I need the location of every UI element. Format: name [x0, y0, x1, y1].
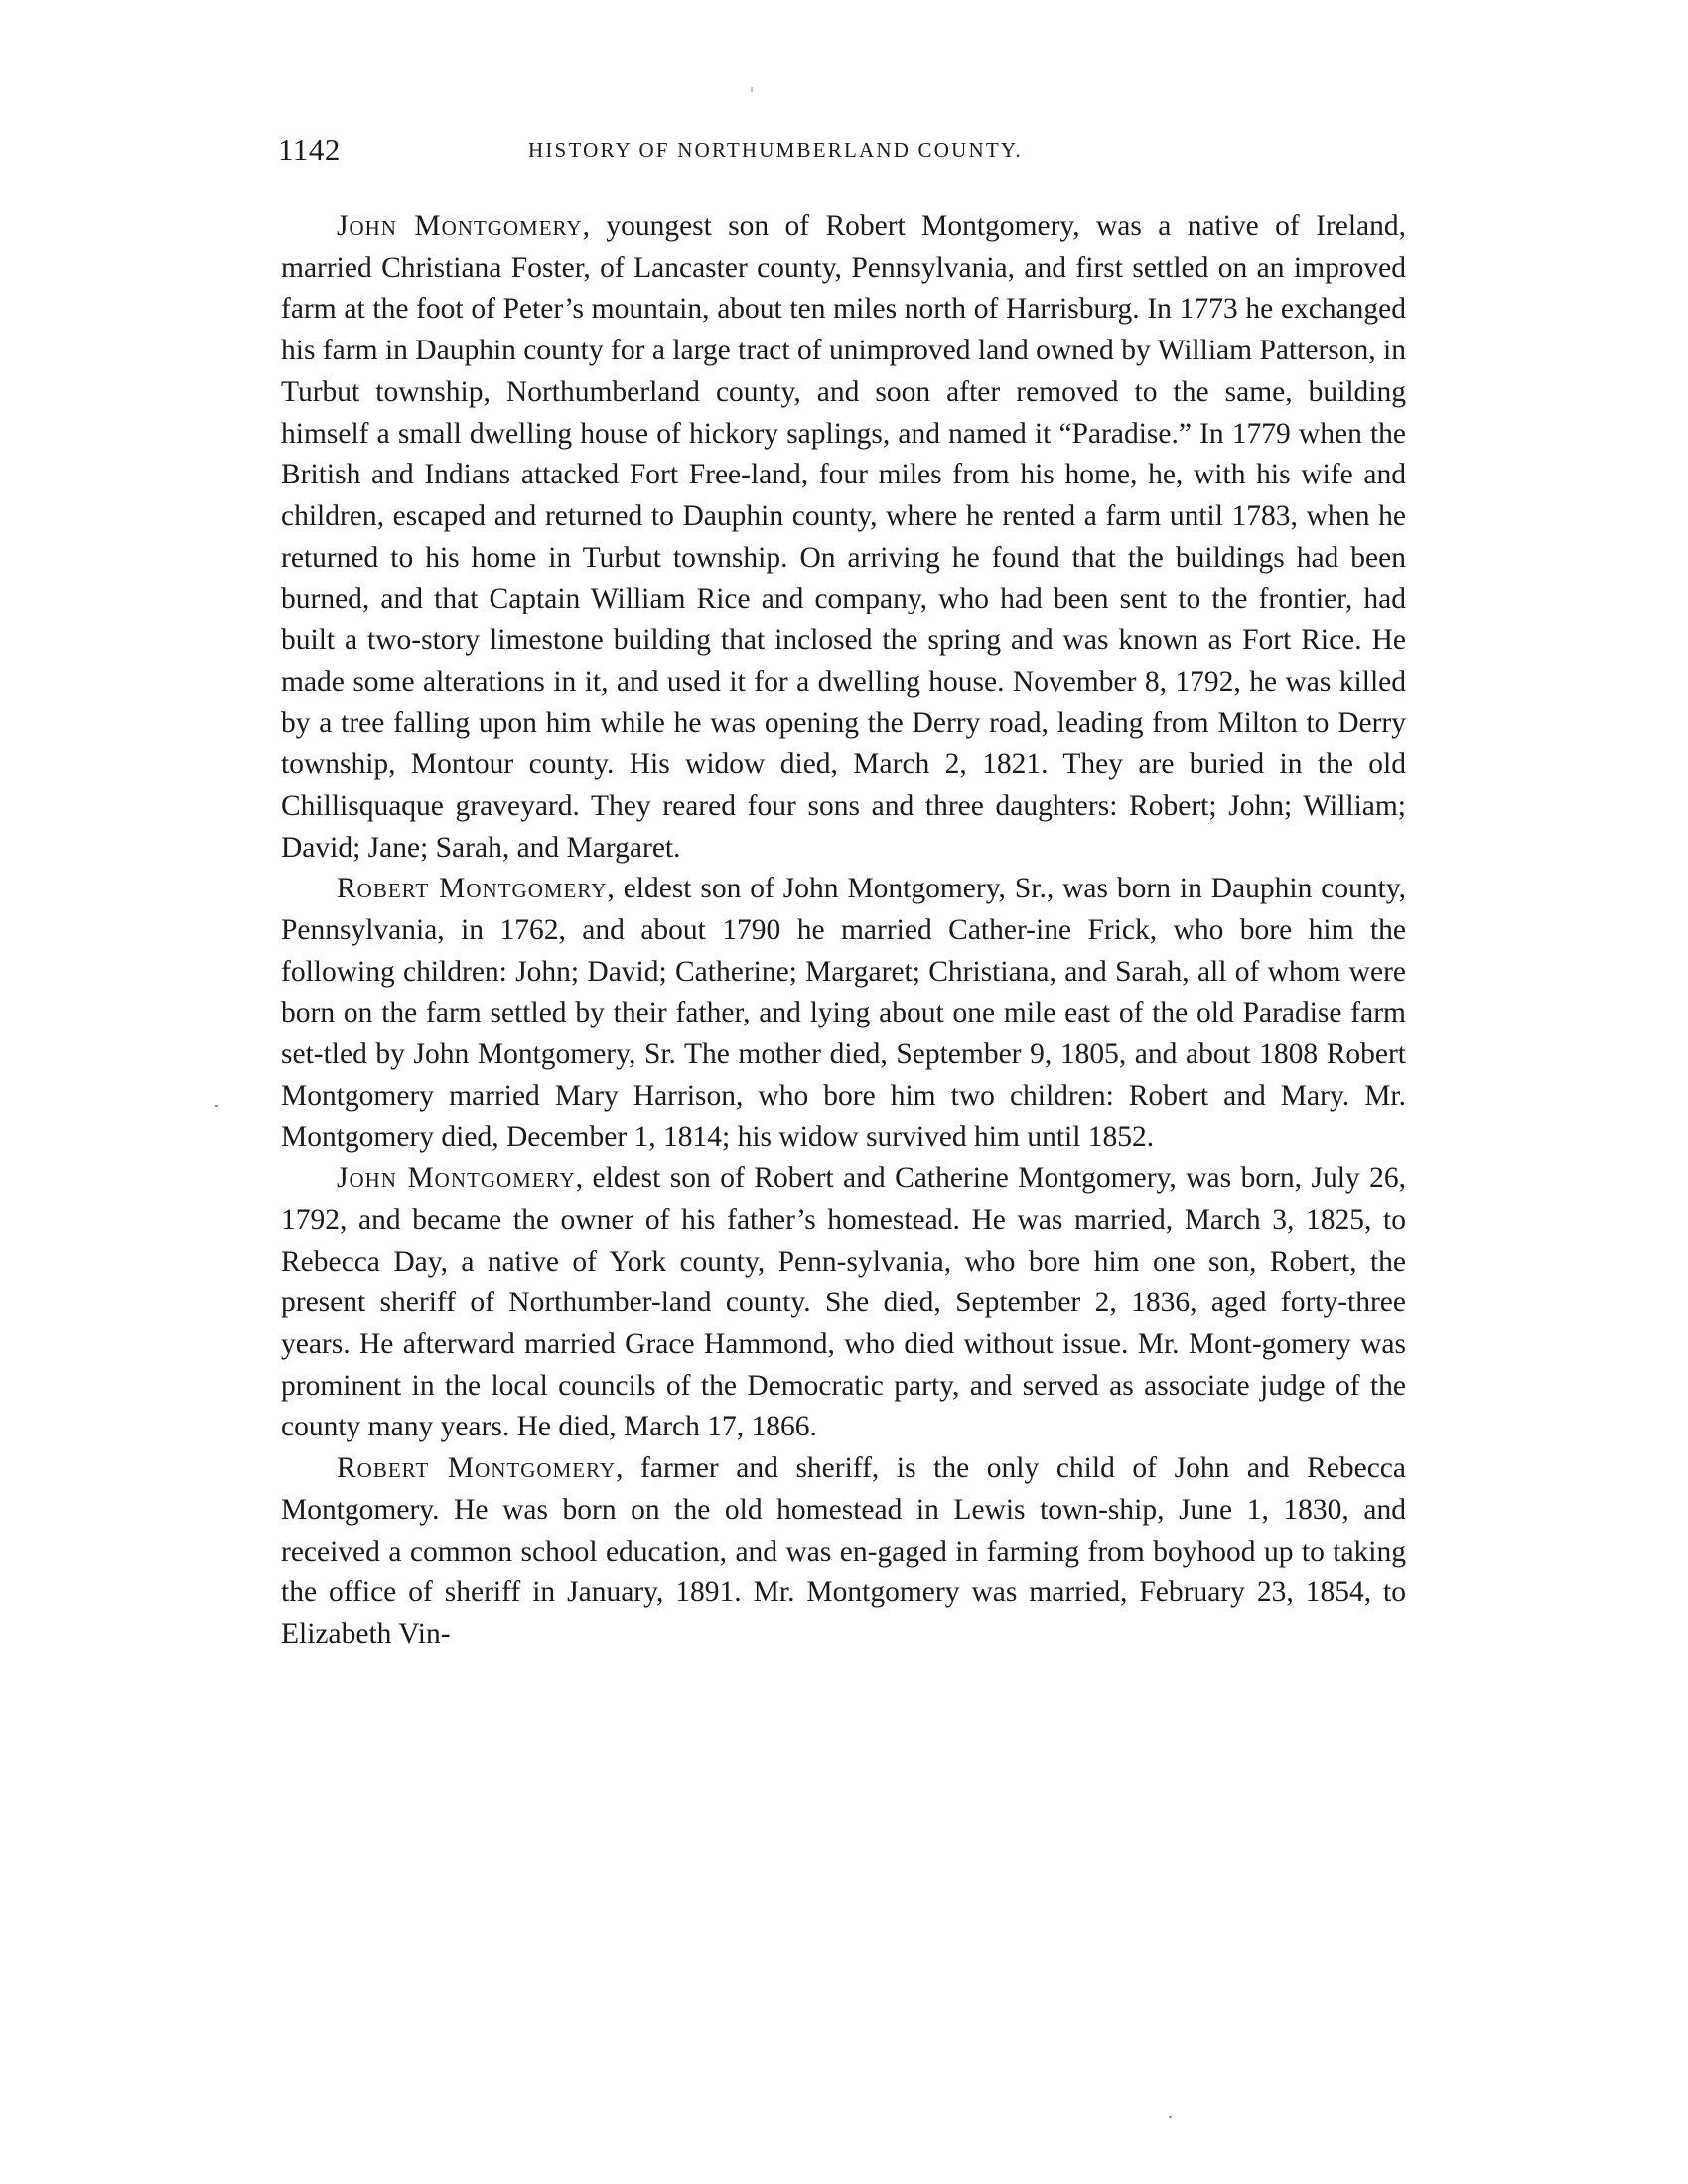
running-head: HISTORY OF NORTHUMBERLAND COUNTY.	[528, 138, 1023, 162]
scan-speck	[215, 1105, 218, 1107]
scan-speck	[751, 87, 753, 92]
subject-name: John Montgomery	[337, 210, 583, 242]
paragraph-john-montgomery-sr	[281, 206, 1406, 869]
body-text	[281, 206, 1406, 1656]
paragraph-robert-montgomery-sheriff	[281, 1448, 1406, 1656]
scan-speck	[1169, 2116, 1172, 2118]
paragraph-text: , farmer and sheriff, is the only child of John and Rebecca Montgomery. He was born on the old homestead in Lewis town-ship, June 1, 1830, and received a common school education, and was en-gaged in farming from boyhood up to taking the office of sheriff in January, 1891. Mr. Montgomery was married, February 23, 1854, to Elizabeth Vin-	[281, 1452, 1406, 1650]
page-header	[278, 132, 1406, 172]
paragraph-text: , eldest son of John Montgomery, Sr., was born in Dauphin county, Pennsylvania, in 1762, and about 1790 he married Cather-ine Frick, who bore him the following children: John; David; Catherine; Margaret; Christiana, and Sarah, all of whom were born on the farm settled by their father, and lying about one mile east of the old Paradise farm set-tled by John Montgomery, Sr. The mother died, September 9, 1805, and about 1808 Robert Montgomery married Mary Harrison, who bore him two children: Robert and Mary. Mr. Montgomery died, December 1, 1814; his widow survived him until 1852.	[281, 873, 1407, 1154]
paragraph-robert-montgomery-elder	[281, 869, 1406, 1159]
subject-name: Robert Montgomery	[337, 1452, 617, 1485]
paragraph-text: , youngest son of Robert Montgomery, was a native of Ireland, married Christiana Foster, of Lancaster county, Pennsylvania, and first settled on an improved farm at the foot of Peter’s mountain, about ten miles north of Harrisburg. In 1773 he exchanged his farm in Dauphin county for a large tract of unimproved land owned by William Patterson, in Turbut township, Northumberland county, and soon after removed to the same, building himself a small dwelling house of hickory saplings, and named it “Paradise.” In 1779 when the British and Indians attacked Fort Free-land, four miles from his home, he, with his wife and children, escaped and returned to Dauphin county, where he rented a farm until 1783, when he returned to his home in Turbut township. On arriving he found that the buildings had been burned, and that Captain William Rice and company, who had been sent to the frontier, had built a two-story limestone building that inclosed the spring and was known as Fort Rice. He made some alterations in it, and used it for a dwelling house. November 8, 1792, he was killed by a tree falling upon him while he was opening the Derry road, leading from Milton to Derry township, Montour county. His widow died, March 2, 1821. They are buried in the old Chillisquaque graveyard. They reared four sons and three daughters: Robert; John; William; David; Jane; Sarah, and Margaret.	[281, 210, 1406, 864]
subject-name: John Montgomery	[337, 1162, 576, 1195]
paragraph-john-montgomery-judge	[281, 1159, 1406, 1448]
subject-name: Robert Montgomery	[337, 873, 608, 905]
page-number: 1142	[278, 132, 341, 167]
paragraph-text: , eldest son of Robert and Catherine Montgomery, was born, July 26, 1792, and became the owner of his father’s homestead. He was married, March 3, 1825, to Rebecca Day, a native of York county, Penn-sylvania, who bore him one son, Robert, the present sheriff of Northumber-land county. She died, September 2, 1836, aged forty-three years. He afterward married Grace Hammond, who died without issue. Mr. Mont-gomery was prominent in the local councils of the Democratic party, and served as associate judge of the county many years. He died, March 17, 1866.	[281, 1162, 1406, 1443]
